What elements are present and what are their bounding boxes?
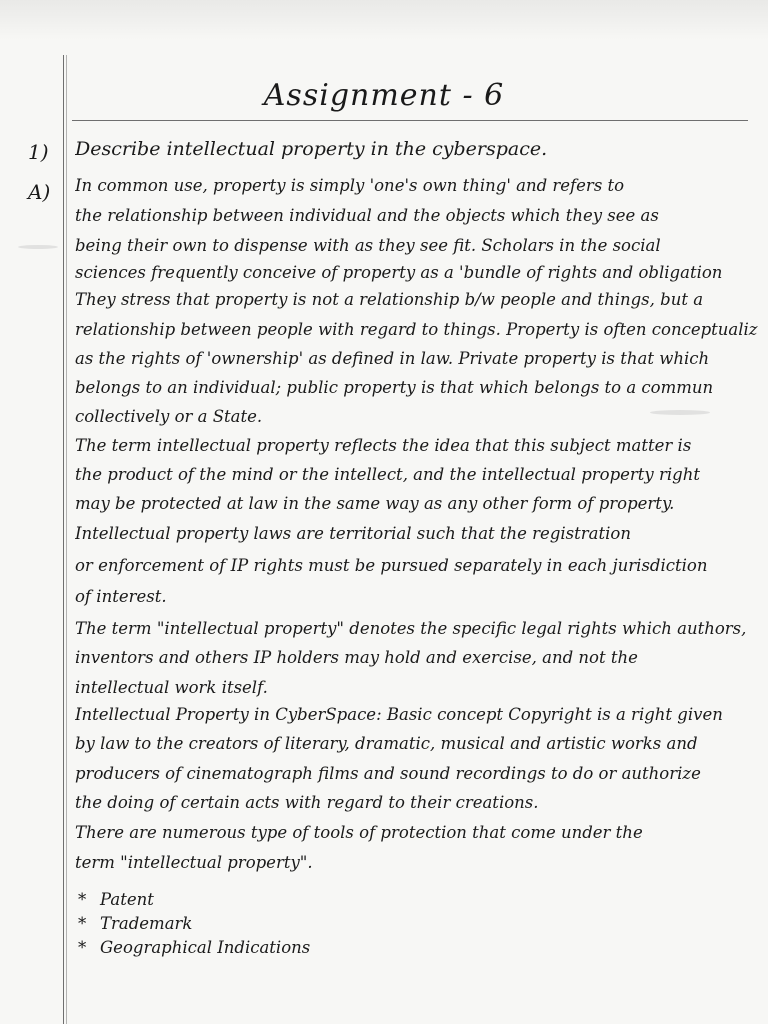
question-marker: 1) [28, 140, 49, 164]
answer-line: There are numerous type of tools of protection that come under the [75, 823, 643, 842]
page-top-shadow [0, 0, 768, 40]
answer-line: belongs to an individual; public property is that which belongs to a commun [75, 378, 714, 397]
answer-line: of interest. [75, 587, 167, 606]
bullet-item [78, 938, 310, 957]
answer-line: In common use, property is simply 'one's own thing' and refers to [75, 176, 625, 195]
bullet-label: Patent [100, 890, 154, 909]
answer-line: producers of cinematograph films and sound recordings to do or authorize [75, 764, 701, 783]
bullet-item [78, 890, 154, 909]
bullet-item [78, 914, 192, 933]
margin-line [63, 55, 64, 1024]
answer-line: the relationship between individual and the objects which they see as [75, 206, 659, 225]
answer-line: inventors and others IP holders may hold and exercise, and not the [75, 648, 638, 667]
answer-line: collectively or a State. [75, 407, 263, 426]
bullet-label: Trademark [100, 914, 193, 933]
answer-line: the product of the mind or the intellect, and the intellectual property right [75, 465, 700, 484]
answer-line: Intellectual property laws are territorial such that the registration [75, 524, 631, 543]
answer-line: or enforcement of IP rights must be pursued separately in each jurisdiction [75, 556, 708, 575]
margin-line-inner [66, 55, 67, 1024]
answer-line: term "intellectual property". [75, 853, 313, 872]
bullet-star-icon: * [78, 890, 87, 909]
answer-line: Intellectual Property in CyberSpace: Basic concept Copyright is a right given [75, 705, 723, 724]
answer-line: the doing of certain acts with regard to their creations. [75, 793, 539, 812]
answer-marker: A) [28, 180, 51, 204]
bullet-star-icon: * [78, 938, 87, 957]
answer-line: as the rights of 'ownership' as defined in law. Private property is that which [75, 349, 710, 368]
question-text: Describe intellectual property in the cyberspace. [75, 138, 548, 160]
answer-line: by law to the creators of literary, dramatic, musical and artistic works and [75, 734, 698, 753]
bleed-through-mark [650, 410, 710, 415]
bleed-through-mark [18, 245, 58, 249]
page-title: Assignment - 6 [263, 78, 505, 113]
title-underline [72, 120, 748, 121]
answer-line: They stress that property is not a relationship b/w people and things, but a [75, 290, 704, 309]
answer-line: relationship between people with regard to things. Property is often conceptualiz [75, 320, 758, 339]
answer-line: The term "intellectual property" denotes the specific legal rights which authors, [75, 619, 747, 638]
answer-line: may be protected at law in the same way as any other form of property. [75, 494, 675, 513]
bullet-label: Geographical Indications [100, 938, 311, 957]
answer-line: being their own to dispense with as they see fit. Scholars in the social [75, 236, 661, 255]
answer-line: intellectual work itself. [75, 678, 268, 697]
answer-line: sciences frequently conceive of property as a 'bundle of rights and obligation [75, 263, 723, 282]
answer-line: The term intellectual property reflects the idea that this subject matter is [75, 436, 692, 455]
bullet-star-icon: * [78, 914, 87, 933]
